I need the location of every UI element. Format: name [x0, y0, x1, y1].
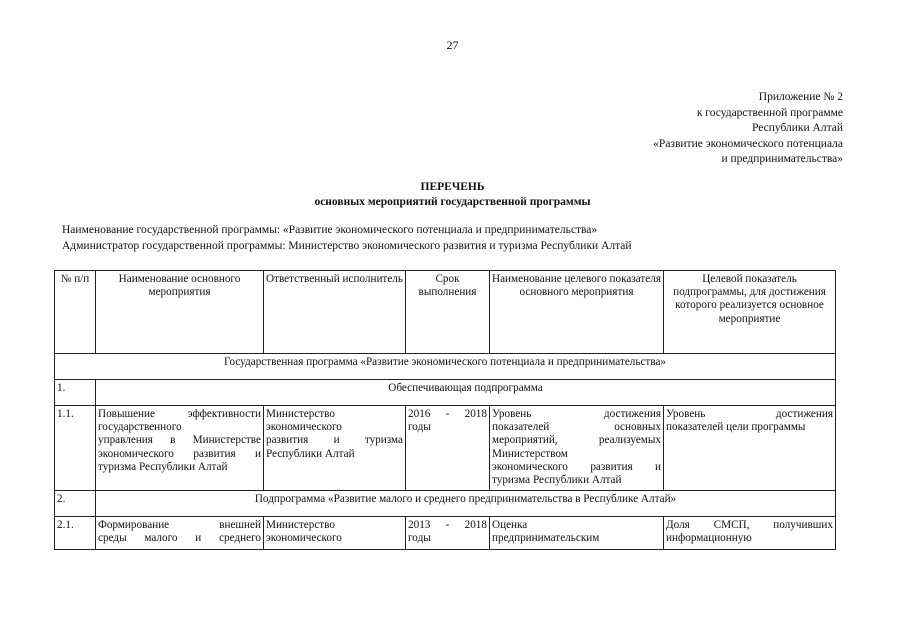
section-row	[55, 380, 836, 406]
row-indicator	[490, 517, 664, 549]
row-target	[664, 517, 836, 549]
section-num: 1.	[55, 380, 96, 406]
header-indicator: Наименование целевого показателя основного мероприятия	[490, 271, 664, 354]
program-administrator: Администратор государственной программы: Министерство экономического развития и туризма Республики Алтай	[62, 239, 632, 252]
cell-line: развития и туризма	[266, 434, 403, 447]
activities-table	[54, 270, 836, 550]
header-activity: Наименование основного мероприятия	[96, 271, 264, 354]
cell-line: предпринимательским	[492, 532, 600, 545]
header-num: № п/п	[55, 271, 96, 354]
row-target	[664, 406, 836, 491]
appendix-line: Приложение № 2	[758, 91, 843, 103]
program-title-cell: Государственная программа «Развитие экономического потенциала и предпринимательства»	[55, 354, 836, 380]
appendix-note	[653, 90, 843, 168]
cell-line: Министерство	[266, 408, 335, 420]
table-header-row	[55, 271, 836, 354]
document-title	[0, 180, 905, 210]
cell-line: мероприятий, реализуемых	[492, 434, 661, 447]
cell-line: экономического	[266, 421, 342, 434]
cell-line: государственного	[98, 421, 182, 434]
row-num: 2.1.	[55, 517, 96, 549]
cell-line: экономического развития и	[98, 447, 261, 460]
header-target: Целевой показатель подпрограммы, для достижения которого реализуется основное мероприятие	[664, 271, 836, 354]
cell-line: экономического развития и	[492, 460, 661, 473]
cell-line: Повышение эффективности	[98, 408, 261, 420]
cell-line: управления в Министерстве	[98, 434, 261, 447]
cell-line: показателей цели программы	[666, 421, 806, 434]
program-info	[62, 223, 632, 254]
cell-line: Министерством	[492, 447, 568, 460]
cell-line: среды малого и среднего	[98, 532, 261, 545]
row-period	[406, 517, 490, 549]
table-row	[55, 406, 836, 491]
cell-line: туризма Республики Алтай	[492, 474, 622, 487]
cell-line: Доля СМСП, получивших	[666, 519, 833, 532]
cell-line: годы	[408, 532, 431, 545]
appendix-line: к государственной программе	[696, 106, 843, 119]
title-sub: основных мероприятий государственной программы	[314, 196, 591, 208]
cell-line: показателей основных	[492, 421, 661, 434]
cell-line: годы	[408, 421, 431, 434]
row-indicator	[490, 406, 664, 491]
cell-line: 2016 - 2018	[408, 408, 487, 420]
row-activity	[96, 517, 264, 549]
row-period	[406, 406, 490, 491]
section-title: Обеспечивающая подпрограмма	[96, 380, 836, 406]
header-executor: Ответственный исполнитель	[264, 271, 406, 354]
row-num: 1.1.	[55, 406, 96, 491]
cell-line: экономического	[266, 532, 342, 545]
section-row	[55, 491, 836, 517]
page-number: 27	[446, 38, 459, 52]
cell-line: Оценка	[492, 519, 528, 532]
section-title: Подпрограмма «Развитие малого и среднего предпринимательства в Республике Алтай»	[96, 491, 836, 517]
cell-line: Министерство	[266, 519, 335, 532]
cell-line: информационную	[666, 532, 752, 545]
row-activity	[96, 406, 264, 491]
row-executor	[264, 517, 406, 549]
cell-line: Формирование внешней	[98, 519, 261, 532]
program-row	[55, 354, 836, 380]
cell-line: 2013 - 2018	[408, 519, 487, 532]
cell-line: Уровень достижения	[666, 408, 833, 420]
appendix-line: «Развитие экономического потенциала	[653, 137, 843, 150]
table-row	[55, 517, 836, 549]
section-num: 2.	[55, 491, 96, 517]
title-main: ПЕРЕЧЕНЬ	[420, 181, 485, 193]
cell-line: туризма Республики Алтай	[98, 460, 228, 473]
appendix-line: и предпринимательства»	[721, 153, 843, 165]
appendix-line: Республики Алтай	[751, 122, 843, 134]
program-name: Наименование государственной программы: «Развитие экономического потенциала и предпринимательства»	[62, 224, 598, 236]
cell-line: Уровень достижения	[492, 408, 661, 420]
row-executor	[264, 406, 406, 491]
header-period: Срок выполнения	[406, 271, 490, 354]
cell-line: Республики Алтай	[266, 447, 355, 460]
